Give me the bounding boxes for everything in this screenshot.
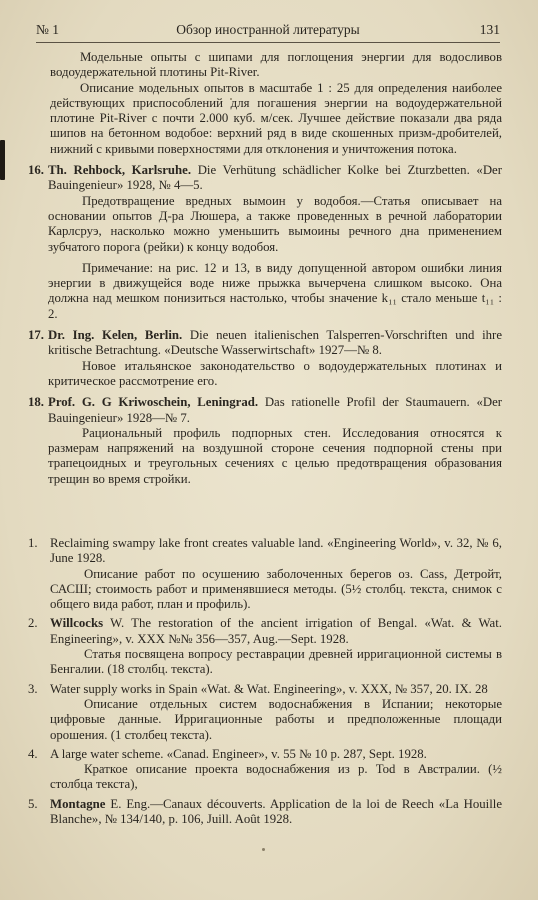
entry-summary: Описание работ по осушению заболоченных берегов оз. Cass, Детройт, САСШ; стоимость работ и применявшиеся методы. (5½ столбц. текста, снимок с общего вида работ, план и профиль).: [50, 566, 502, 612]
entry-author: Th. Rehbock, Karlsruhe.: [48, 163, 192, 178]
entry-number: 2.: [28, 616, 38, 631]
entry-heading: [50, 536, 502, 567]
entry-citation: W. The restoration of the ancient irrigation of Bengal. «Wat. & Wat. Engineering», v. XXX №№ 356—357, Aug.—Sept. 1928.: [50, 616, 502, 646]
paper-speck: [262, 848, 265, 851]
entry-citation: Water supply works in Spain «Wat. & Wat. Engineering», v. XXX, № 357, 20. IX. 28: [50, 681, 488, 696]
entry-citation: E. Eng.—Canaux découverts. Application de la loi de Reech «La Houille Blanche», № 134/140, p. 106, Juill. Août 1928.: [50, 796, 503, 827]
entry-summary: Краткое описание проекта водоснабжения из р. Tod в Австралии. (½ столбца текста),: [50, 762, 502, 792]
page-header: [36, 20, 500, 43]
entry-summary: Описание отдельных систем водоснабжения в Испании; некоторые цифровые данные. Ирригационные работы и предположенные площади орошения. (1 столбец текста).: [50, 696, 502, 742]
reference-2: [28, 616, 502, 677]
intro-title-paragraph: Модельные опыты с шипами для поглощения энергии для водосливов водоудержательной плотины Pit-River.: [50, 50, 502, 80]
entry-heading: [50, 682, 502, 697]
margin-mark: [0, 140, 5, 180]
entry-heading: [48, 395, 502, 426]
entry-heading: [48, 328, 502, 359]
entry-number: 17.: [28, 328, 44, 343]
entry-number: 3.: [28, 681, 38, 696]
entry-heading: [50, 797, 502, 828]
entry-16: [28, 163, 502, 322]
entry-citation: Die Verhütung schädlicher Kolke bei Zturzbetten. «Der Bauingenieur» 1928, № 4—5.: [48, 163, 502, 193]
entry-heading: [48, 163, 502, 194]
entry-heading: [50, 616, 502, 647]
entry-number: 16.: [28, 163, 44, 178]
entry-citation: Die neuen italienischen Talsperren-Vorschriften und ihre kritische Betrachtung. «Deutsche Wasserwirtschaft» 1927—№ 8.: [48, 328, 502, 358]
entry-note: Примечание: на рис. 12 и 13, в виду допущенной автором ошибки линия энергии в движущейся воде ниже прыжка вычерчена слишком высоко. Она должна над мешком понизиться настолько, чтобы значение k₁₁ стало меньше t₁₁ : 2.: [48, 260, 502, 321]
entry-heading: [50, 747, 502, 762]
issue-number: № 1: [36, 22, 60, 37]
entry-summary: Рациональный профиль подпорных стен. Исследования относятся к размерам напряжений на воздушной стороне сечения подпорной стены при трапецоидных и треугольных сечениях с целью предотвращения образования трещин во время стройки.: [48, 425, 502, 486]
entry-citation: Reclaiming swampy lake front creates valuable land. «Engineering World», v. 32, № 6, June 1928.: [50, 536, 502, 566]
entry-number: 4.: [28, 746, 38, 761]
section-references: [28, 536, 502, 827]
entry-summary: Статья посвящена вопросу реставрации древней ирригационной системы в Бенгалии. (18 столбц. текста).: [50, 647, 502, 677]
entry-number: 1.: [28, 536, 38, 550]
section-main: [28, 50, 502, 487]
reference-1: [28, 536, 502, 612]
entry-number: 18.: [28, 395, 44, 410]
entry-author: Montagne: [50, 796, 106, 811]
entry-18: [28, 395, 502, 487]
entry-citation: A large water scheme. «Canad. Engineer», v. 55 № 10 p. 287, Sept. 1928.: [50, 746, 427, 761]
reference-5: [28, 797, 502, 828]
intro-body-paragraph: Описание модельных опытов в масштабе 1 : 25 для определения наиболее действующих приспособлений для погашения энергии на водоудержательной плотине Pit-River с почти 2.000 куб. м/сек. Лучшее действие показали два ряда шипов на бетонном водобое: верхний ряд в виде скошенных призм-дробителей, нижний с кривыми поверхностями для отклонения и уничтожения потока.: [50, 80, 502, 156]
running-title: Обзор иностранной литературы: [176, 22, 360, 37]
page-number: 131: [479, 22, 500, 37]
entry-author: Willcocks: [50, 616, 104, 631]
entry-citation: Das rationelle Profil der Staumauern. «Der Bauingenieur» 1928—№ 7.: [48, 395, 503, 425]
entry-summary: Предотвращение вредных вымоин у водобоя.—Статья описывает на основании опытов Д-ра Люшера, а также проведенных в речной лаборатории Карлсруэ, насколько можно уменьшить вымоины речного дна применением зубчатого порога (рейки) к концу водобоя.: [48, 193, 502, 254]
entry-author: Dr. Ing. Kelen, Berlin.: [48, 328, 183, 343]
reference-3: [28, 682, 502, 743]
reference-4: [28, 747, 502, 793]
entry-summary: Новое итальянское законодательство о водоудержательных плотинах и критическое рассмотрение его.: [48, 358, 502, 388]
entry-author: Prof. G. G Kriwoschein, Leningrad.: [48, 395, 259, 410]
entry-17: [28, 328, 502, 389]
entry-number: 5.: [28, 796, 38, 811]
